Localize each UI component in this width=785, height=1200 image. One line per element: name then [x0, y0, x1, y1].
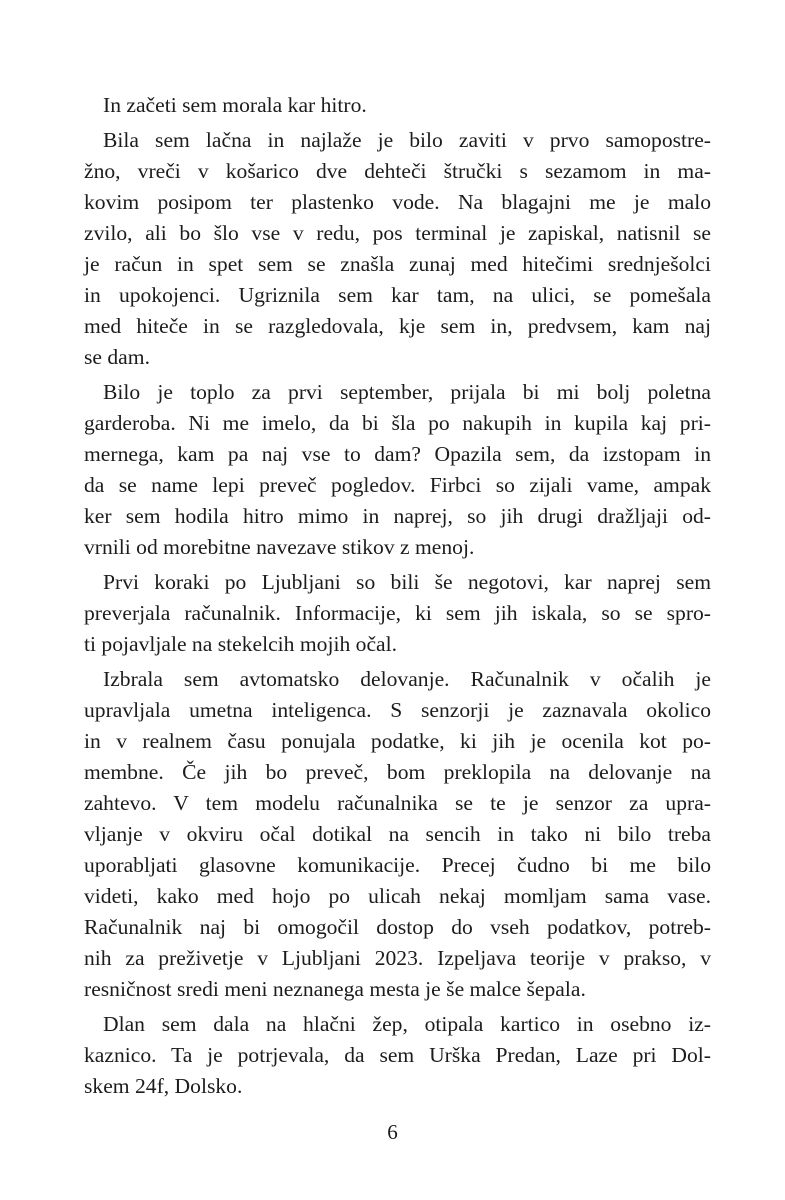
text-line: uporabljati glasovne komunikacije. Precej čudno bi me bilo [84, 853, 711, 877]
page-number: 6 [387, 1120, 398, 1144]
text-line: vljanje v okviru očal dotikal na sencih in tako ni bilo treba [84, 822, 711, 846]
text-line: zvilo, ali bo šlo vse v redu, pos terminal je zapiskal, natisnil se [84, 221, 711, 245]
text-line: vrnili od morebitne navezave stikov z menoj. [84, 535, 475, 559]
text-line: med hiteče in se razgledovala, kje sem in, predvsem, kam naj [84, 314, 711, 338]
text-line: resničnost sredi meni neznanega mesta je še malce šepala. [84, 977, 586, 1001]
paragraph-5 [84, 664, 711, 1005]
text-line: preverjala računalnik. Informacije, ki sem jih iskala, so se spro- [84, 601, 711, 625]
text-line: Računalnik naj bi omogočil dostop do vseh podatkov, potreb- [84, 915, 711, 939]
text-line: mernega, kam pa naj vse to dam? Opazila sem, da izstopam in [84, 442, 711, 466]
text-line: kovim posipom ter plastenko vode. Na blagajni me je malo [84, 190, 711, 214]
text-line: Dlan sem dala na hlačni žep, otipala kartico in osebno iz- [103, 1012, 711, 1036]
paragraph-6 [84, 1009, 711, 1102]
text-line: ker sem hodila hitro mimo in naprej, so jih drugi dražljaji od- [84, 504, 711, 528]
text-line: Prvi koraki po Ljubljani so bili še negotovi, kar naprej sem [103, 570, 711, 594]
text-line: membne. Če jih bo preveč, bom preklopila na delovanje na [84, 760, 711, 784]
text-line: da se name lepi preveč pogledov. Firbci so zijali vame, ampak [84, 473, 711, 497]
text-line: In začeti sem morala kar hitro. [103, 93, 367, 117]
text-line: Izbrala sem avtomatsko delovanje. Računalnik v očalih je [103, 667, 711, 691]
text-line: garderoba. Ni me imelo, da bi šla po nakupih in kupila kaj pri- [84, 411, 711, 435]
text-line: kaznico. Ta je potrjevala, da sem Urška Predan, Laze pri Dol- [84, 1043, 711, 1067]
text-line: žno, vreči v košarico dve dehteči štručki s sezamom in ma- [84, 159, 711, 183]
text-line: se dam. [84, 345, 150, 369]
text-line: videti, kako med hojo po ulicah nekaj momljam sama vase. [84, 884, 711, 908]
text-line: ti pojavljale na stekelcih mojih očal. [84, 632, 398, 656]
text-line: in upokojenci. Ugriznila sem kar tam, na ulici, se pomešala [84, 283, 711, 307]
paragraph-2 [84, 125, 711, 373]
text-line: zahtevo. V tem modelu računalnika se te je senzor za upra- [84, 791, 711, 815]
paragraph-1 [84, 90, 711, 121]
text-line: je račun in spet sem se znašla zunaj med hitečimi srednješolci [84, 252, 711, 276]
text-line: in v realnem času ponujala podatke, ki jih je ocenila kot po- [84, 729, 711, 753]
text-line: nih za preživetje v Ljubljani 2023. Izpeljava teorije v prakso, v [84, 946, 711, 970]
text-line: upravljala umetna inteligenca. S senzorji je zaznavala okolico [84, 698, 711, 722]
page-body [84, 90, 711, 1106]
text-line: skem 24f, Dolsko. [84, 1074, 243, 1098]
paragraph-4 [84, 567, 711, 660]
paragraph-3 [84, 377, 711, 563]
text-line: Bila sem lačna in najlaže je bilo zaviti v prvo samopostre- [103, 128, 711, 152]
text-line: Bilo je toplo za prvi september, prijala bi mi bolj poletna [103, 380, 711, 404]
